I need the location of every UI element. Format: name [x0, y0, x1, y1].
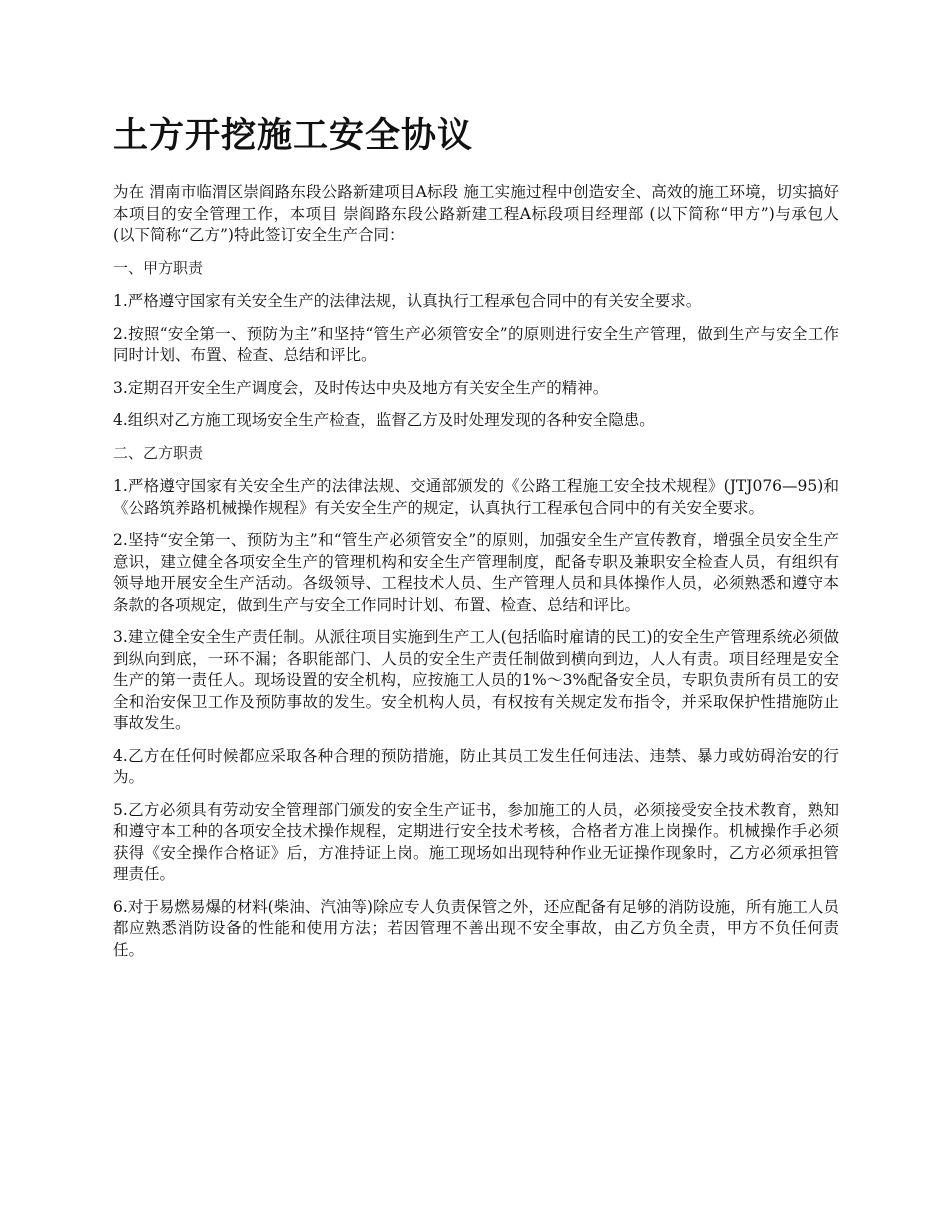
document-title: 土方开挖施工安全协议 [113, 115, 474, 156]
intro-paragraph: 为在 渭南市临渭区崇阎路东段公路新建项目A标段 施工实施过程中创造安全、高效的施工环境，切实搞好本项目的安全管理工作，本项目 崇阎路东段公路新建工程A标段项目经理部 (以下简称“甲方”)与承包人 (以下简称“乙方”)特此签订安全生产合同： [113, 183, 839, 244]
section-heading-party-b: 二、乙方职责 [113, 443, 204, 462]
party-a-clause: 1.严格遵守国家有关安全生产的法律法规，认真执行工程承包合同中的有关安全要求。 [113, 292, 702, 310]
party-b-clause: 1.严格遵守国家有关安全生产的法律法规、交通部颁发的《公路工程施工安全技术规程》(JTJ076—95)和《公路筑养路机械操作规程》有关安全生产的规定，认真执行工程承包合同中的有关安全要求。 [113, 477, 839, 517]
document-page [113, 112, 839, 972]
party-b-clause: 4.乙方在任何时候都应采取各种合理的预防措施，防止其员工发生任何违法、违禁、暴力或妨碍治安的行为。 [113, 746, 839, 786]
section-heading-party-a: 一、甲方职责 [113, 258, 204, 277]
party-b-clause: 6.对于易燃易爆的材料(柴油、汽油等)除应专人负责保管之外，还应配备有足够的消防设施，所有施工人员都应熟悉消防设备的性能和使用方法；若因管理不善出现不安全事故，由乙方负全责，甲方不负任何责任。 [113, 897, 839, 959]
party-a-clause: 4.组织对乙方施工现场安全生产检查，监督乙方及时处理发现的各种安全隐患。 [113, 411, 655, 429]
party-b-clause: 5.乙方必须具有劳动安全管理部门颁发的安全生产证书，参加施工的人员，必须接受安全技术教育，熟知和遵守本工种的各项安全技术操作规程，定期进行安全技术考核，合格者方准上岗操作。机械操作手必须获得《安全操作合格证》后，方准持证上岗。施工现场如出现特种作业无证操作现象时，乙方必须承担管理责任。 [113, 800, 839, 883]
party-a-clause: 3.定期召开安全生产调度会，及时传达中央及地方有关安全生产的精神。 [113, 378, 609, 397]
party-a-clause: 2.按照“安全第一、预防为主”和坚持“管生产必须管安全”的原则进行安全生产管理，做到生产与安全工作同时计划、布置、检查、总结和评比。 [113, 324, 839, 364]
party-b-clause: 2.坚持“安全第一、预防为主”和“管生产必须管安全”的原则，加强安全生产宣传教育，增强全员安全生产意识，建立健全各项安全生产的管理机构和安全生产管理制度，配备专职及兼职安全检查人员，有组织有领导地开展安全生产活动。各级领导、工程技术人员、生产管理人员和具体操作人员，必须熟悉和遵守本条款的各项规定，做到生产与安全工作同时计划、布置、检查、总结和评比。 [113, 531, 839, 614]
party-b-clause: 3.建立健全安全生产责任制。从派往项目实施到生产工人(包括临时雇请的民工)的安全生产管理系统必须做到纵向到底，一环不漏；各职能部门、人员的安全生产责任制做到横向到边，人人有责。项目经理是安全生产的第一责任人。现场设置的安全机构，应按施工人员的1%～3%配备安全员，专职负责所有员工的安全和治安保卫工作及预防事故的发生。安全机构人员，有权按有关规定发布指令，并采取保护性措施防止事故发生。 [113, 628, 839, 732]
